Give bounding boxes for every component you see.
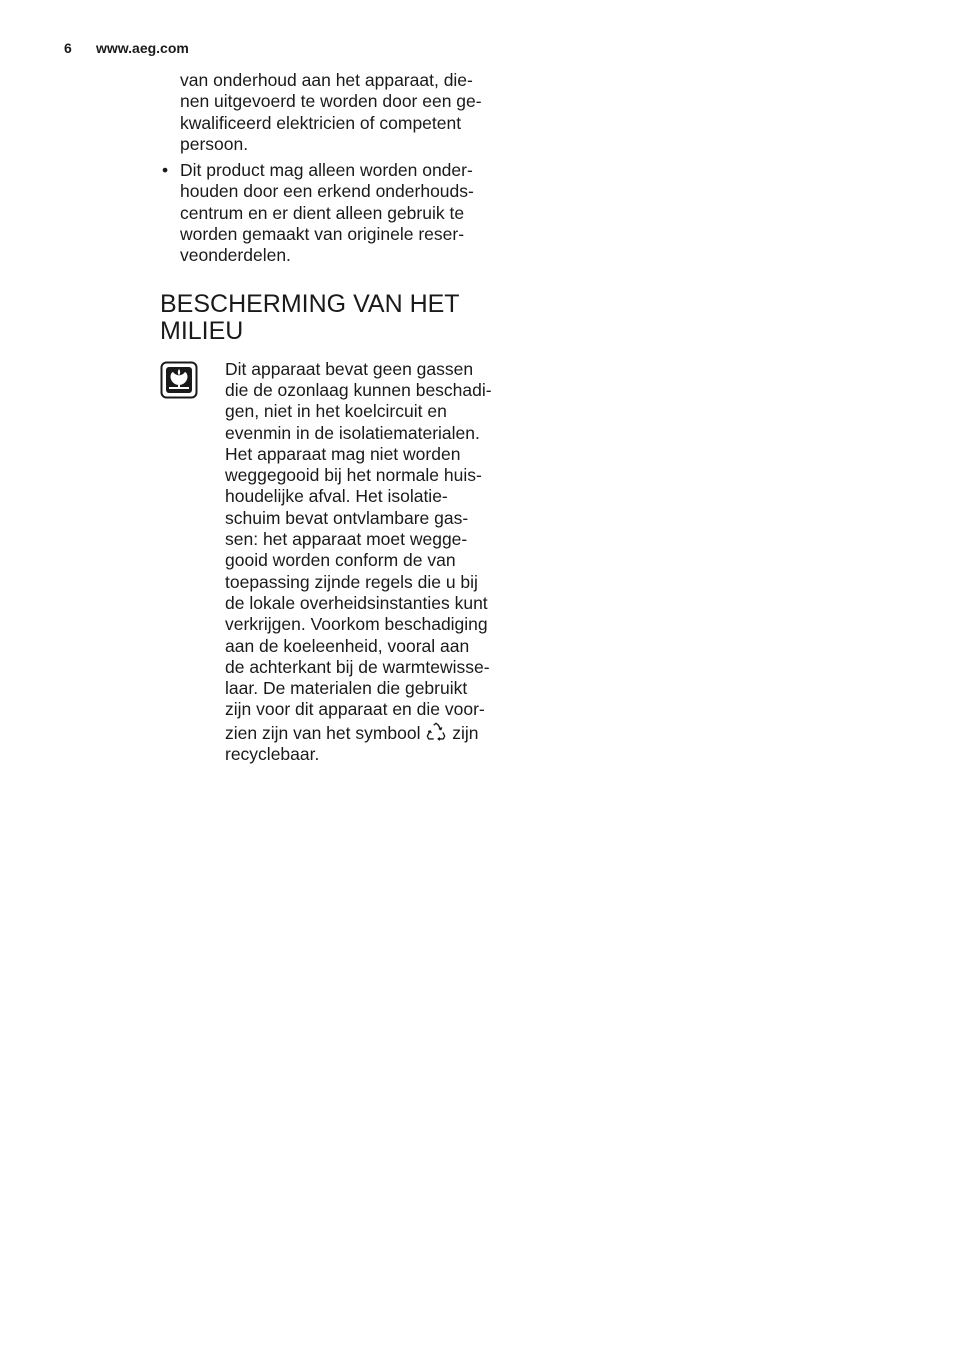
- section-title: [160, 291, 520, 345]
- text-line: laar. De materialen die gebruikt: [225, 678, 468, 699]
- text-line: van onderhoud aan het apparaat, die-: [180, 70, 473, 90]
- text-line: Het apparaat mag niet worden: [225, 443, 461, 464]
- content-column: [160, 70, 520, 765]
- symbol-line-after: zijn: [447, 722, 479, 743]
- bullet-mark: •: [162, 160, 169, 181]
- symbol-line: [225, 721, 515, 744]
- continued-paragraph: [160, 70, 520, 155]
- website-link[interactable]: www.aeg.com: [96, 40, 189, 56]
- text-line: Dit apparaat bevat geen gassen: [225, 358, 474, 379]
- text-line: sen: het apparaat moet wegge-: [225, 529, 468, 550]
- text-line: centrum en er dient alleen gebruik te: [180, 202, 465, 223]
- text-line: de lokale overheidsinstanties kunt: [225, 592, 488, 613]
- recycle-icon: [425, 721, 447, 743]
- text-line: weggegooid bij het normale huis-: [225, 465, 482, 486]
- text-line: persoon.: [180, 133, 249, 154]
- environment-block: [160, 359, 520, 766]
- text-line: evenmin in de isolatiematerialen.: [225, 422, 480, 443]
- text-line: houden door een erkend onderhouds-: [180, 181, 474, 202]
- text-line: veonderdelen.: [180, 245, 291, 266]
- bullet-item: [160, 160, 520, 266]
- section-title-line: MILIEU: [160, 316, 244, 345]
- text-line: aan de koeleenheid, vooral aan: [225, 635, 470, 656]
- environment-leaf-icon: [160, 361, 198, 399]
- text-line: Dit product mag alleen worden onder-: [180, 160, 473, 181]
- bullet-text: [180, 160, 474, 266]
- text-line: nen uitgevoerd te worden door een ge-: [180, 91, 482, 112]
- text-line: zijn voor dit apparaat en die voor-: [225, 699, 485, 720]
- text-line: verkrijgen. Voorkom beschadiging: [225, 614, 488, 635]
- text-line: gen, niet in het koelcircuit en: [225, 401, 447, 422]
- section-title-line: BESCHERMING VAN HET: [160, 289, 460, 318]
- text-line: die de ozonlaag kunnen beschadi-: [225, 379, 492, 400]
- text-line: de achterkant bij de warmtewisse-: [225, 656, 490, 677]
- text-line: worden gemaakt van originele reser-: [180, 224, 465, 245]
- text-line: houdelijke afval. Het isolatie-: [225, 486, 448, 507]
- text-line: schuim bevat ontvlambare gas-: [225, 507, 469, 528]
- text-line: kwalificeerd elektricien of competent: [180, 112, 462, 133]
- page-header: [64, 38, 189, 58]
- symbol-line-before: zien zijn van het symbool: [225, 722, 426, 743]
- page-number: 6: [64, 40, 72, 56]
- text-line: toepassing zijnde regels die u bij: [225, 571, 478, 592]
- text-line: gooid worden conform de van: [225, 550, 456, 571]
- text-line: recyclebaar.: [225, 744, 320, 765]
- environment-text: [225, 359, 515, 766]
